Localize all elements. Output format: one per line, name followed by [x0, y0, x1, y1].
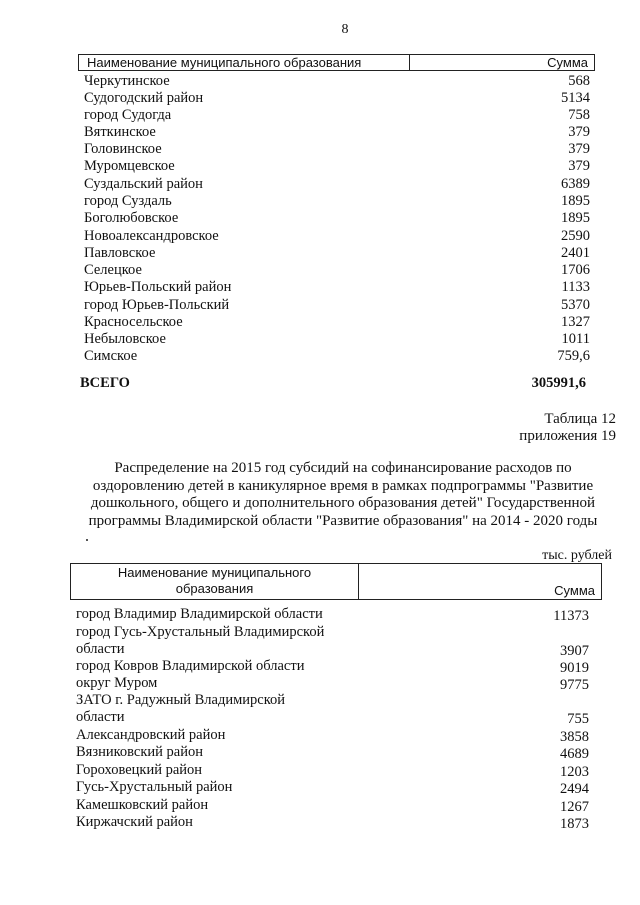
row-value: 4689: [560, 746, 589, 762]
table1-row: [84, 348, 590, 365]
row-name: Селецкое: [84, 262, 142, 278]
row-value: 759,6: [557, 348, 590, 364]
row-value: 1203: [560, 764, 589, 780]
row-name: Камешковский район: [76, 797, 209, 813]
table2-row: [76, 779, 589, 796]
row-value: 379: [568, 124, 590, 140]
row-value: 5134: [561, 90, 590, 106]
row-name: Юрьев-Польский район: [84, 279, 232, 295]
row-name: Судогодский район: [84, 90, 204, 106]
table1-row: [84, 262, 590, 279]
table-number-caption: Таблица 12: [544, 411, 616, 427]
row-name-continued: области: [76, 709, 125, 725]
row-value: 1706: [561, 262, 590, 278]
table2-row: [76, 624, 589, 658]
row-name: Гороховецкий район: [76, 762, 203, 778]
table2-header-name-line: образования: [175, 581, 254, 596]
row-name: город Судогда: [84, 107, 172, 123]
table1-row: [84, 193, 590, 210]
row-value: 755: [567, 711, 589, 727]
row-value: 5370: [561, 297, 590, 313]
row-name: Черкутинское: [84, 73, 170, 89]
scan-speck: [86, 539, 88, 541]
row-value: 1011: [561, 331, 590, 347]
page-number: 8: [341, 22, 349, 37]
row-name: округ Муром: [76, 675, 158, 691]
table1-row: [84, 141, 590, 158]
row-value: 379: [568, 141, 590, 157]
row-name: Вяткинское: [84, 124, 156, 140]
table2-row: [76, 762, 589, 779]
table2-title-line: дошкольного, общего и дополнительного образования детей" Государственной: [90, 495, 596, 511]
row-value: 6389: [561, 176, 590, 192]
row-name: город Владимир Владимирской области: [76, 606, 323, 622]
table1-row: [84, 245, 590, 262]
table2-row: [76, 727, 589, 744]
table1-row: [84, 124, 590, 141]
table2-header-name: [71, 564, 359, 599]
total-label: ВСЕГО: [80, 375, 130, 391]
table2-row: [76, 658, 589, 675]
row-name: город Юрьев-Польский: [84, 297, 230, 313]
row-name: город Ковров Владимирской области: [76, 658, 305, 674]
table1-header-sum: Сумма: [547, 55, 588, 70]
table2-row: [76, 814, 589, 831]
table2-row: [76, 744, 589, 761]
table2-header-name-line: Наименование муниципального: [117, 565, 312, 580]
table1-row: [84, 158, 590, 175]
row-value: 11373: [553, 608, 589, 624]
row-value: 568: [568, 73, 590, 89]
row-value: 3858: [560, 729, 589, 745]
appendix-caption: приложения 19: [519, 428, 616, 444]
table1-row: [84, 228, 590, 245]
table2-row: [76, 606, 589, 623]
row-name: Новоалександровское: [84, 228, 219, 244]
table1-row: [84, 279, 590, 296]
row-value: 379: [568, 158, 590, 174]
table1-row: [84, 73, 590, 90]
table1-row: [84, 107, 590, 124]
table1-row: [84, 331, 590, 348]
row-name: Красносельское: [84, 314, 183, 330]
row-name: Симское: [84, 348, 138, 364]
table1-header-name: Наименование муниципального образования: [79, 55, 410, 70]
row-name: Небыловское: [84, 331, 166, 347]
row-value: 3907: [560, 643, 589, 659]
row-name: Киржачский район: [76, 814, 193, 830]
row-value: 9775: [560, 677, 589, 693]
table1-row: [84, 176, 590, 193]
row-value: 1873: [560, 816, 589, 832]
table1-row: [84, 314, 590, 331]
table1-row: [84, 90, 590, 107]
table2-title-line: Распределение на 2015 год субсидий на софинансирование расходов по: [114, 460, 572, 476]
table2-row: [76, 692, 589, 726]
row-name: ЗАТО г. Радужный Владимирской: [76, 692, 286, 708]
table2-title: [74, 460, 612, 530]
table1-row: [84, 297, 590, 314]
row-name: Боголюбовское: [84, 210, 179, 226]
row-value: 2401: [561, 245, 590, 261]
table2-row: [76, 797, 589, 814]
table1-header: [78, 54, 595, 71]
row-value: 1267: [560, 799, 589, 815]
row-value: 1133: [561, 279, 590, 295]
row-name: Павловское: [84, 245, 156, 261]
table2-title-line: оздоровлению детей в каникулярное время в рамках подпрограммы "Развитие: [92, 477, 594, 494]
table2-row: [76, 675, 589, 692]
table2-header: [70, 563, 602, 600]
row-name: город Гусь-Хрустальный Владимирской: [76, 624, 325, 640]
table2-header-sum: Сумма: [554, 583, 595, 598]
row-value: 1327: [561, 314, 590, 330]
row-name: Александровский район: [76, 727, 226, 743]
row-name: Головинское: [84, 141, 162, 157]
row-name: Муромцевское: [84, 158, 175, 174]
row-value: 2590: [561, 228, 590, 244]
table1-row: [84, 210, 590, 227]
row-value: 9019: [560, 660, 589, 676]
table1-total-row: [80, 375, 586, 392]
units-label: тыс. рублей: [542, 548, 612, 563]
row-name-continued: области: [76, 641, 125, 657]
row-name: Гусь-Хрустальный район: [76, 779, 233, 795]
row-name: город Суздаль: [84, 193, 172, 209]
row-value: 2494: [560, 781, 589, 797]
row-value: 758: [568, 107, 590, 123]
row-value: 1895: [561, 193, 590, 209]
row-name: Вязниковский район: [76, 744, 203, 760]
total-value: 305991,6: [531, 375, 586, 391]
row-value: 1895: [561, 210, 590, 226]
row-name: Суздальский район: [84, 176, 203, 192]
table2-title-line: программы Владимирской области "Развитие образования" на 2014 - 2020 годы: [88, 512, 598, 529]
